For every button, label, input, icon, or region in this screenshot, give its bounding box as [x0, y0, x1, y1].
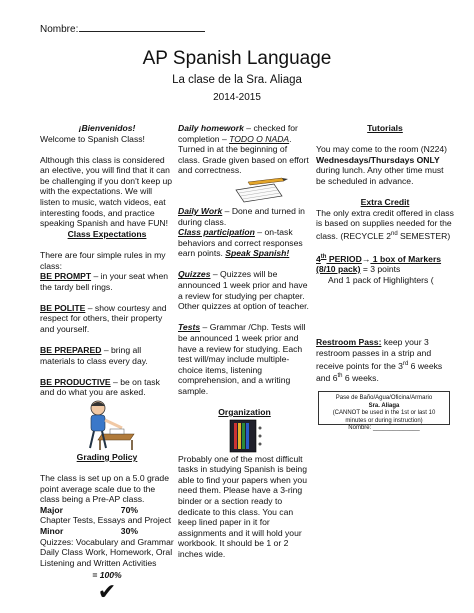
name-blank-line[interactable] [79, 22, 205, 32]
rule-polite-label: BE POLITE [40, 302, 86, 313]
restroom-pass-sample [318, 391, 450, 432]
quizzes-policy [178, 269, 311, 311]
pass-line-4: Nombre: ______________ [348, 425, 420, 432]
grading-intro: The class is set up on a 5.0 grade point average scale due to the class being a Pre-AP class. [40, 473, 169, 505]
welcome-heading: ¡Bienvenidos! [78, 123, 136, 133]
participation-policy [178, 227, 311, 259]
tutorials-text [316, 144, 454, 186]
tests-text: – Grammar /Chp. Tests will be announced 1 week prior and have a review for studying. Each test will/may include multiple-choice items, listening comprehension, and a writing sample. [178, 322, 306, 396]
papers-and-pencil-illustration [178, 176, 311, 206]
homework-text-1: – checked for completion – [178, 123, 298, 144]
extra-credit-text [316, 208, 454, 242]
grading-heading: Grading Policy [76, 451, 138, 462]
period-number: 4 [316, 253, 321, 264]
minor-label: Minor [40, 526, 64, 537]
welcome-text: Welcome to Spanish Class! [40, 133, 145, 144]
tests-label: Tests [178, 322, 201, 333]
period-supply: 1 box of Markers (8/10 pack) [316, 253, 442, 275]
extra-credit-heading: Extra Credit [360, 196, 410, 207]
rule-prompt-text: – in your seat when the tardy bell rings. [40, 271, 169, 292]
tests-policy [178, 322, 311, 396]
period-sup: th [320, 253, 327, 260]
rule-prompt-label: BE PROMPT [40, 271, 92, 282]
column-left [40, 123, 174, 603]
rule-prepared-text: – bring all materials to class every day. [40, 345, 148, 366]
major-row [40, 505, 174, 516]
tutorials-heading: Tutorials [367, 123, 403, 133]
period-requirement [316, 252, 454, 275]
restroom-label: Restroom Pass: [316, 337, 382, 348]
rule-productive [40, 377, 174, 398]
restroom-text-2: 6 weeks and 6 [316, 360, 443, 383]
organization-text: Probably one of the most difficult tasks in studying Spanish is being able to find your papers when you need them. Please have a 3-ring binder or a section ready to dedicate to this class. You can keep lined paper in it for assignments and it will hold your workbook. It should be 1 or 2 inches wide. [178, 453, 307, 559]
participation-emphasis: Speak Spanish! [225, 248, 290, 259]
rule-prepared-label: BE PREPARED [40, 345, 102, 356]
extra-credit-text-2: SEMESTER) [397, 230, 451, 241]
extra-credit-sup: nd [390, 230, 398, 237]
pass-line-2: Sra. Aliaga [368, 402, 400, 409]
page-subtitle: La clase de la Sra. Aliaga [172, 74, 302, 86]
column-middle [178, 123, 311, 560]
student-at-desk-illustration [40, 398, 174, 452]
homework-emphasis: TODO O NADA [229, 133, 290, 144]
rule-prompt [40, 271, 174, 292]
homework-text-2: . Turned in at the beginning of class. Grade given based on effort and correctness. [178, 133, 309, 176]
homework-label: Daily homework [178, 123, 244, 133]
rule-productive-text: – be on task and do what you are asked. [40, 376, 160, 398]
quizzes-text: – Quizzes will be announced 1 week prior and have a review for studying per chapter. Other quizzes at option of teacher. [178, 269, 309, 312]
column-right [316, 123, 454, 432]
restroom-text-3: 6 weeks. [342, 372, 379, 383]
major-label: Major [40, 504, 63, 515]
period-highlighters: And 1 pack of Highlighters ( [328, 274, 434, 285]
daily-work-label: Daily Work [178, 205, 223, 216]
restroom-policy [316, 337, 454, 383]
restroom-sup-2: th [337, 372, 343, 379]
name-field[interactable] [40, 22, 205, 35]
grading-total: = 100% [92, 570, 122, 581]
intro-paragraph: Although this class is considered an elective, you will find that it can be challenging if you don't keep up with the expectations. We will listen to music, watch videos, eat interesting foods, and practice speaking Spanish and have FUN! [40, 154, 173, 229]
organization-heading: Organization [218, 406, 271, 417]
participation-label: Class participation [178, 227, 255, 238]
rule-polite-text: – show courtesy and respect for others, their property and yourself. [40, 302, 167, 334]
minor-value: 30% [120, 526, 138, 537]
page-title: AP Spanish Language [142, 48, 332, 69]
tutorials-days: Wednesdays/Thursdays ONLY [316, 154, 440, 165]
restroom-text-1: keep your 3 restroom passes in a strip and receive points for the 3 [316, 337, 432, 371]
tutorials-text-2: during lunch. Any other time must be scheduled in advance. [316, 165, 444, 186]
period-label: PERIOD [326, 253, 362, 264]
daily-work-text: – Done and turned in during class. [178, 205, 305, 227]
rules-heading: Class Expectations [67, 228, 147, 239]
rules-intro: There are four simple rules in my class: [40, 249, 166, 271]
pass-line-1: Pase de Baño/Agua/Oficina/Armario [335, 395, 433, 402]
tutorials-text-1: You may come to the room (N224) [316, 144, 448, 155]
minor-row [40, 526, 174, 537]
homework-policy [178, 123, 311, 176]
daily-work-policy [178, 206, 311, 227]
name-label: Nombre: [40, 24, 79, 35]
school-year: 2014-2015 [213, 92, 261, 103]
major-items: Chapter Tests, Essays and Project [40, 515, 172, 526]
rule-productive-label: BE PRODUCTIVE [40, 376, 111, 387]
minor-items: Quizzes: Vocabulary and Grammar Daily Class Work, Homework, Oral Listening and Written Activities [40, 536, 174, 568]
extra-credit-text-1: The only extra credit offered in class is based on supplies needed for the class. (RECYCLE 2 [316, 207, 454, 241]
quizzes-label: Quizzes [178, 269, 211, 280]
period-points: = 3 points [360, 264, 401, 275]
pass-line-3: (CANNOT be used in the 1st or last 10 minutes or during instruction) [332, 410, 436, 424]
rule-prepared [40, 345, 174, 366]
arrow-right-icon: → [361, 253, 371, 264]
major-value: 70% [120, 504, 138, 515]
binder-illustration [178, 418, 311, 454]
rule-polite [40, 303, 174, 335]
restroom-sup-1: rd [402, 360, 409, 367]
participation-text: – on-task behaviors and correct responses earn points. [178, 227, 303, 259]
checkmark-icon: ✔ [97, 579, 117, 604]
